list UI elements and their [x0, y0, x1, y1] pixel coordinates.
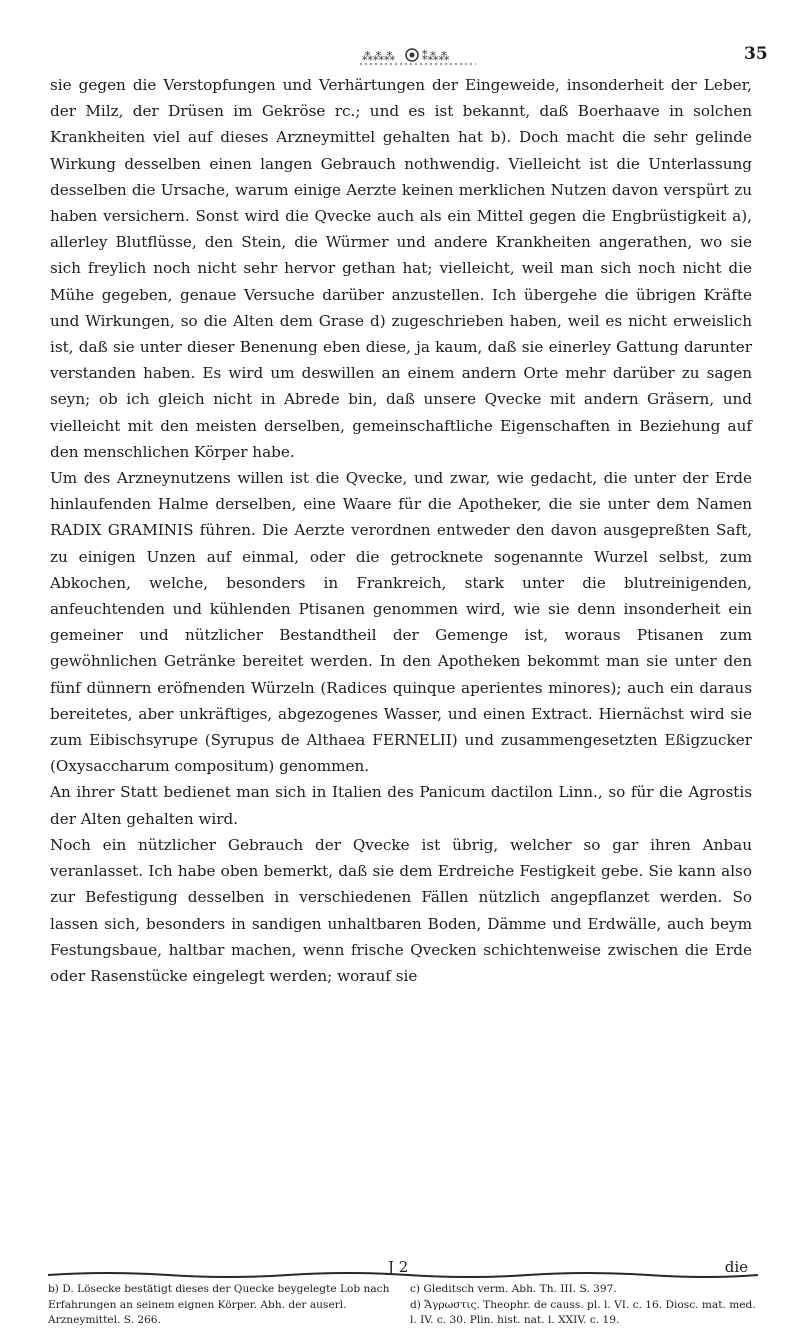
- svg-text:⁂⁂⁂: ⁂⁂⁂: [362, 50, 395, 63]
- page-number: 35: [744, 44, 768, 64]
- footnote: b) D. Lösecke bestätigt dieses der Quecke beygelegte Lob nach Erfahrungen an seinem eignen Körper. Abh. der auserl. Arzneymittel. S. 266.: [48, 1283, 390, 1327]
- paragraph: Noch ein nützlicher Gebrauch der Qvecke ist übrig, welcher so gar ihren Anbau veranlasset. Ich habe oben bemerkt, daß sie dem Erdreiche Festigkeit gebe. Sie kann also zur Befestigung desselben in verschiedenen Fällen nützlich angepflanzet werden. So lassen sich, besonders in sandigen unhaltbaren Boden, Dämme und Erdwälle, auch beym Festungsbaue, haltbar machen, wenn frische Qvecken schichtenweise zwischen die Erde oder Rasenstücke eingelegt werden; worauf sie: [50, 835, 752, 985]
- footnote-rule: [48, 1270, 758, 1278]
- footnote: d) Ἄγρωστις. Theophr. de causs. pl. l. VI. c. 16. Diosc. mat. med. l. IV. c. 30. Plin. hist. nat. l. XXIV. c. 19.: [410, 1298, 756, 1327]
- main-text: [50, 72, 752, 989]
- paragraph: An ihrer Statt bedienet man sich in Italien des Panicum dactilon Linn., so für die Agrostis der Alten gehalten wird.: [50, 783, 752, 828]
- footnotes-right: [410, 1282, 758, 1329]
- catchword: die: [724, 1258, 748, 1276]
- paragraph: Um des Arzneynutzens willen ist die Qvecke, und zwar, wie gedacht, die unter der Erde hinlaufenden Halme derselben, eine Waare für die Apotheker, die sie unter dem Namen RADIX GRAMINIS führen. Die Aerzte verordnen entweder den davon ausgepreßten Saft, zu einigen Unzen auf einmal, oder die getrocknete sogenannte Wurzel selbst, zum Abkochen, welche, besonders in Frankreich, stark unter die blutreinigenden, anfeuchtenden und kühlenden Ptisanen genommen wird, wie sie denn insonderheit ein gemeiner und nützlicher Bestandtheil der Gemenge ist, woraus Ptisanen zum gewöhnlichen Getränke bereitet werden. In den Apotheken bekommt man sie unter den fünf dünnern eröfnenden Würzeln (Radices quinque aperientes minores); auch ein daraus bereitetes, aber unkräftiges, abgezogenes Wasser, und einen Extract. Hiernächst wird sie zum Eibischsyrupe (Syrupus de Althaea FERNELII) und zusammengesetzten Eßigzucker (Oxysaccharum compositum) genommen.: [50, 469, 752, 776]
- svg-text:⁑⁂⁂: ⁑⁂⁂: [422, 50, 450, 63]
- footnote: c) Gleditsch verm. Abh. Th. III. S. 397.: [410, 1283, 617, 1295]
- footnotes: [48, 1282, 758, 1329]
- signature-mark: J 2: [388, 1258, 409, 1276]
- paragraph: sie gegen die Verstopfungen und Verhärtungen der Eingeweide, insonderheit der Leber, der Milz, der Drüsen im Gekröse rc.; und es ist bekannt, daß Boerhaave in solchen Krankheiten viel auf dieses Arzneymittel gehalten hat b). Doch macht die sehr gelinde Wirkung desselben einen langen Gebrauch nothwendig. Vielleicht ist die Unterlassung desselben die Ursache, warum einige Aerzte keinen merklichen Nutzen davon verspürt zu haben versichern. Sonst wird die Qvecke auch als ein Mittel gegen die Engbrüstigkeit a), allerley Blutflüsse, den Stein, die Würmer und andere Krankheiten angerathen, wo sie sich freylich noch nicht sehr hervor gethan hat; vielleicht, weil man sich noch nicht die Mühe gegeben, genaue Versuche darüber anzustellen. Ich übergehe die übrigen Kräfte und Wirkungen, so die Alten dem Grase d) zugeschrieben haben, weil es nicht erweislich ist, daß sie unter dieser Benenung eben diese, ja kaum, daß sie einerley Gattung darunter verstanden haben. Es wird um deswillen an einem andern Orte mehr darüber zu sagen seyn; ob ich gleich nicht in Abrede bin, daß unsere Qvecke mit andern Gräsern, und vielleicht mit den meisten derselben, gemeinschaftliche Eigenschaften in Beziehung auf den menschlichen Körper habe.: [50, 76, 752, 461]
- header-ornament: [360, 46, 480, 68]
- footnotes-left: [48, 1282, 396, 1329]
